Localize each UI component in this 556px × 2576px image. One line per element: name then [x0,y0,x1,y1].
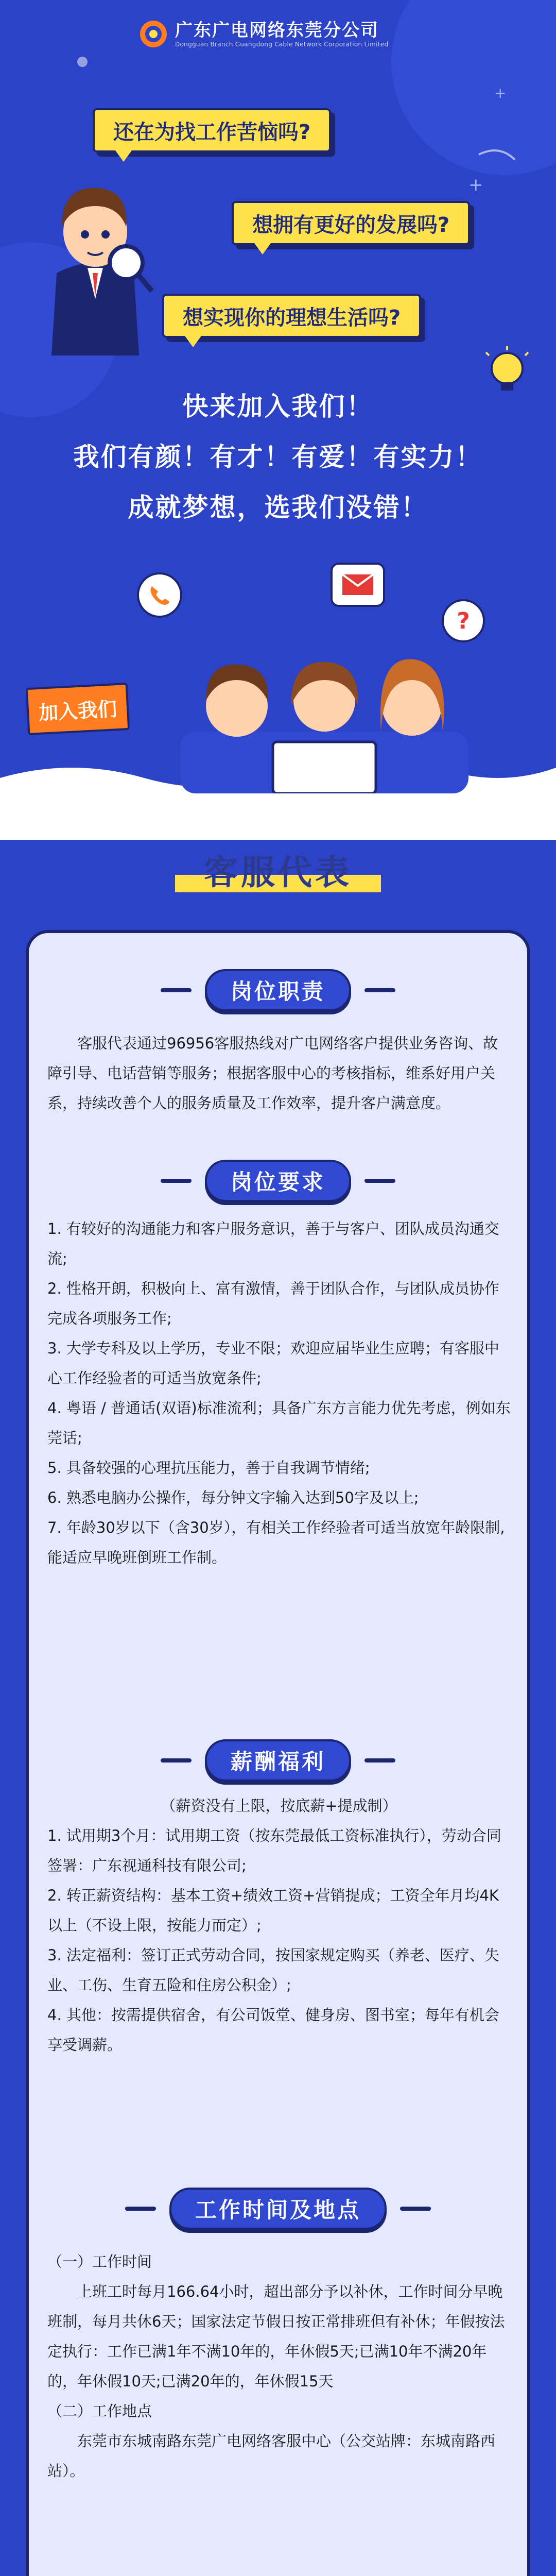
divider [364,988,395,992]
divider [364,1758,395,1762]
job-detail-card [26,930,530,2576]
benefits-list [47,1791,511,2060]
logo-mark-icon [139,20,168,48]
position-title: 客服代表 [204,853,352,892]
list-item: 7. 年龄30岁以下（含30岁），有相关工作经验者可适当放宽年龄限制,能适应早晚班倒班工作制。 [47,1519,505,1566]
svg-text:?: ? [457,608,470,634]
list-item: 3. 大学专科及以上学历，专业不限；欢迎应届毕业生应聘；有客服中心工作经验者的可适当放宽条件; [47,1340,499,1387]
slogan-line: 快来加入我们！ [182,392,374,421]
requirements-list [47,1214,511,1572]
section-header-benefits [29,1739,527,1782]
list-item: 2. 性格开朗，积极向上、富有激情，善于团队合作，与团队成员协作完成各项服务工作; [47,1280,499,1327]
benefits-note: （薪资没有上限，按底薪+提成制） [161,1797,397,1815]
divider [125,2207,156,2211]
divider [400,2207,431,2211]
mail-icon [329,562,386,608]
list-item: 4. 其他：按需提供宿舍，有公司饭堂、健身房、图书室；每年有机会享受调薪。 [47,2006,499,2054]
team-illustration [170,629,479,793]
list-item: 1. 试用期3个月：试用期工资（按东莞最低工资标准执行），劳动合同签署：广东视通科技有限公司; [47,1827,501,1874]
section-title-duties: 岗位职责 [205,969,351,1011]
divider [161,988,192,992]
worktime-subheading: （一）工作时间 [47,2253,152,2270]
slogan-line: 我们有颜！有才！有爱！有实力！ [73,442,483,472]
list-item: 1. 有较好的沟通能力和客户服务意识，善于与客户、团队成员沟通交流; [47,1220,499,1267]
company-logo [139,20,388,48]
slogan-block [0,381,556,533]
character-illustration [36,170,154,355]
section-header-worktime [29,2188,527,2230]
svg-text:+: + [468,175,483,195]
place-text: 东莞市东城南路东莞广电网络客服中心（公交站牌：东城南路西站）。 [47,2432,496,2480]
company-name-english: Dongguan Branch Guangdong Cable Network Corporation Limited [175,41,389,48]
section-title-benefits: 薪酬福利 [205,1739,351,1782]
company-name: 广东广电网络东莞分公司 [175,20,379,41]
list-item: 6. 熟悉电脑办公操作，每分钟文字输入达到50字及以上; [47,1489,419,1506]
slogan-line: 成就梦想，选我们没错！ [128,493,428,522]
duties-text [47,1028,511,1118]
list-item: 2. 转正薪资结构：基本工资+绩效工资+营销提成；工资全年月均4K以上（不设上限，按能力而定）; [47,1887,499,1934]
list-item: 5. 具备较强的心理抗压能力，善于自我调节情绪; [47,1459,370,1477]
list-item: 4. 粤语 / 普通话(双语)标准流利；具备广东方言能力优先考虑，例如东莞话; [47,1399,511,1447]
worktime-details [47,2247,511,2486]
section-header-requirements [29,1160,527,1202]
question-bubble-development: 想拥有更好的发展吗? [232,201,470,245]
divider [161,1758,192,1762]
divider [161,1179,192,1183]
join-us-badge: 加入我们 [26,683,130,735]
section-title-worktime: 工作时间及地点 [169,2188,387,2230]
phone-icon [136,572,183,618]
question-bubble-ideal-life: 想实现你的理想生活吗? [162,294,421,338]
section-title-requirements: 岗位要求 [205,1160,351,1202]
question-bubble-job: 还在为找工作苦恼吗? [93,108,331,152]
divider [364,1179,395,1183]
worktime-text: 上班工时每月166.64小时，超出部分予以补休，工作时间分早晚班制，每月共休6天；国家法定节假日按正常排班但有补休；年假按法定执行：工作已满1年不满10年的，年休假5天;已满10年不满20年的，年休假10天;已满20年的，年休假15天 [47,2283,505,2390]
section-header-duties [29,969,527,1011]
place-subheading: （二）工作地点 [47,2402,152,2420]
svg-text:+: + [494,84,507,101]
duties-paragraph: 客服代表通过96956客服热线对广电网络客户提供业务咨询、故障引导、电话营销等服务；根据客服中心的考核指标，维系好用户关系，持续改善个人的服务质量及工作效率，提升客户满意度。 [47,1035,498,1112]
list-item: 3. 法定福利：签订正式劳动合同，按国家规定购买（养老、医疗、失业、工伤、生育五险和住房公积金）; [47,1946,499,1994]
